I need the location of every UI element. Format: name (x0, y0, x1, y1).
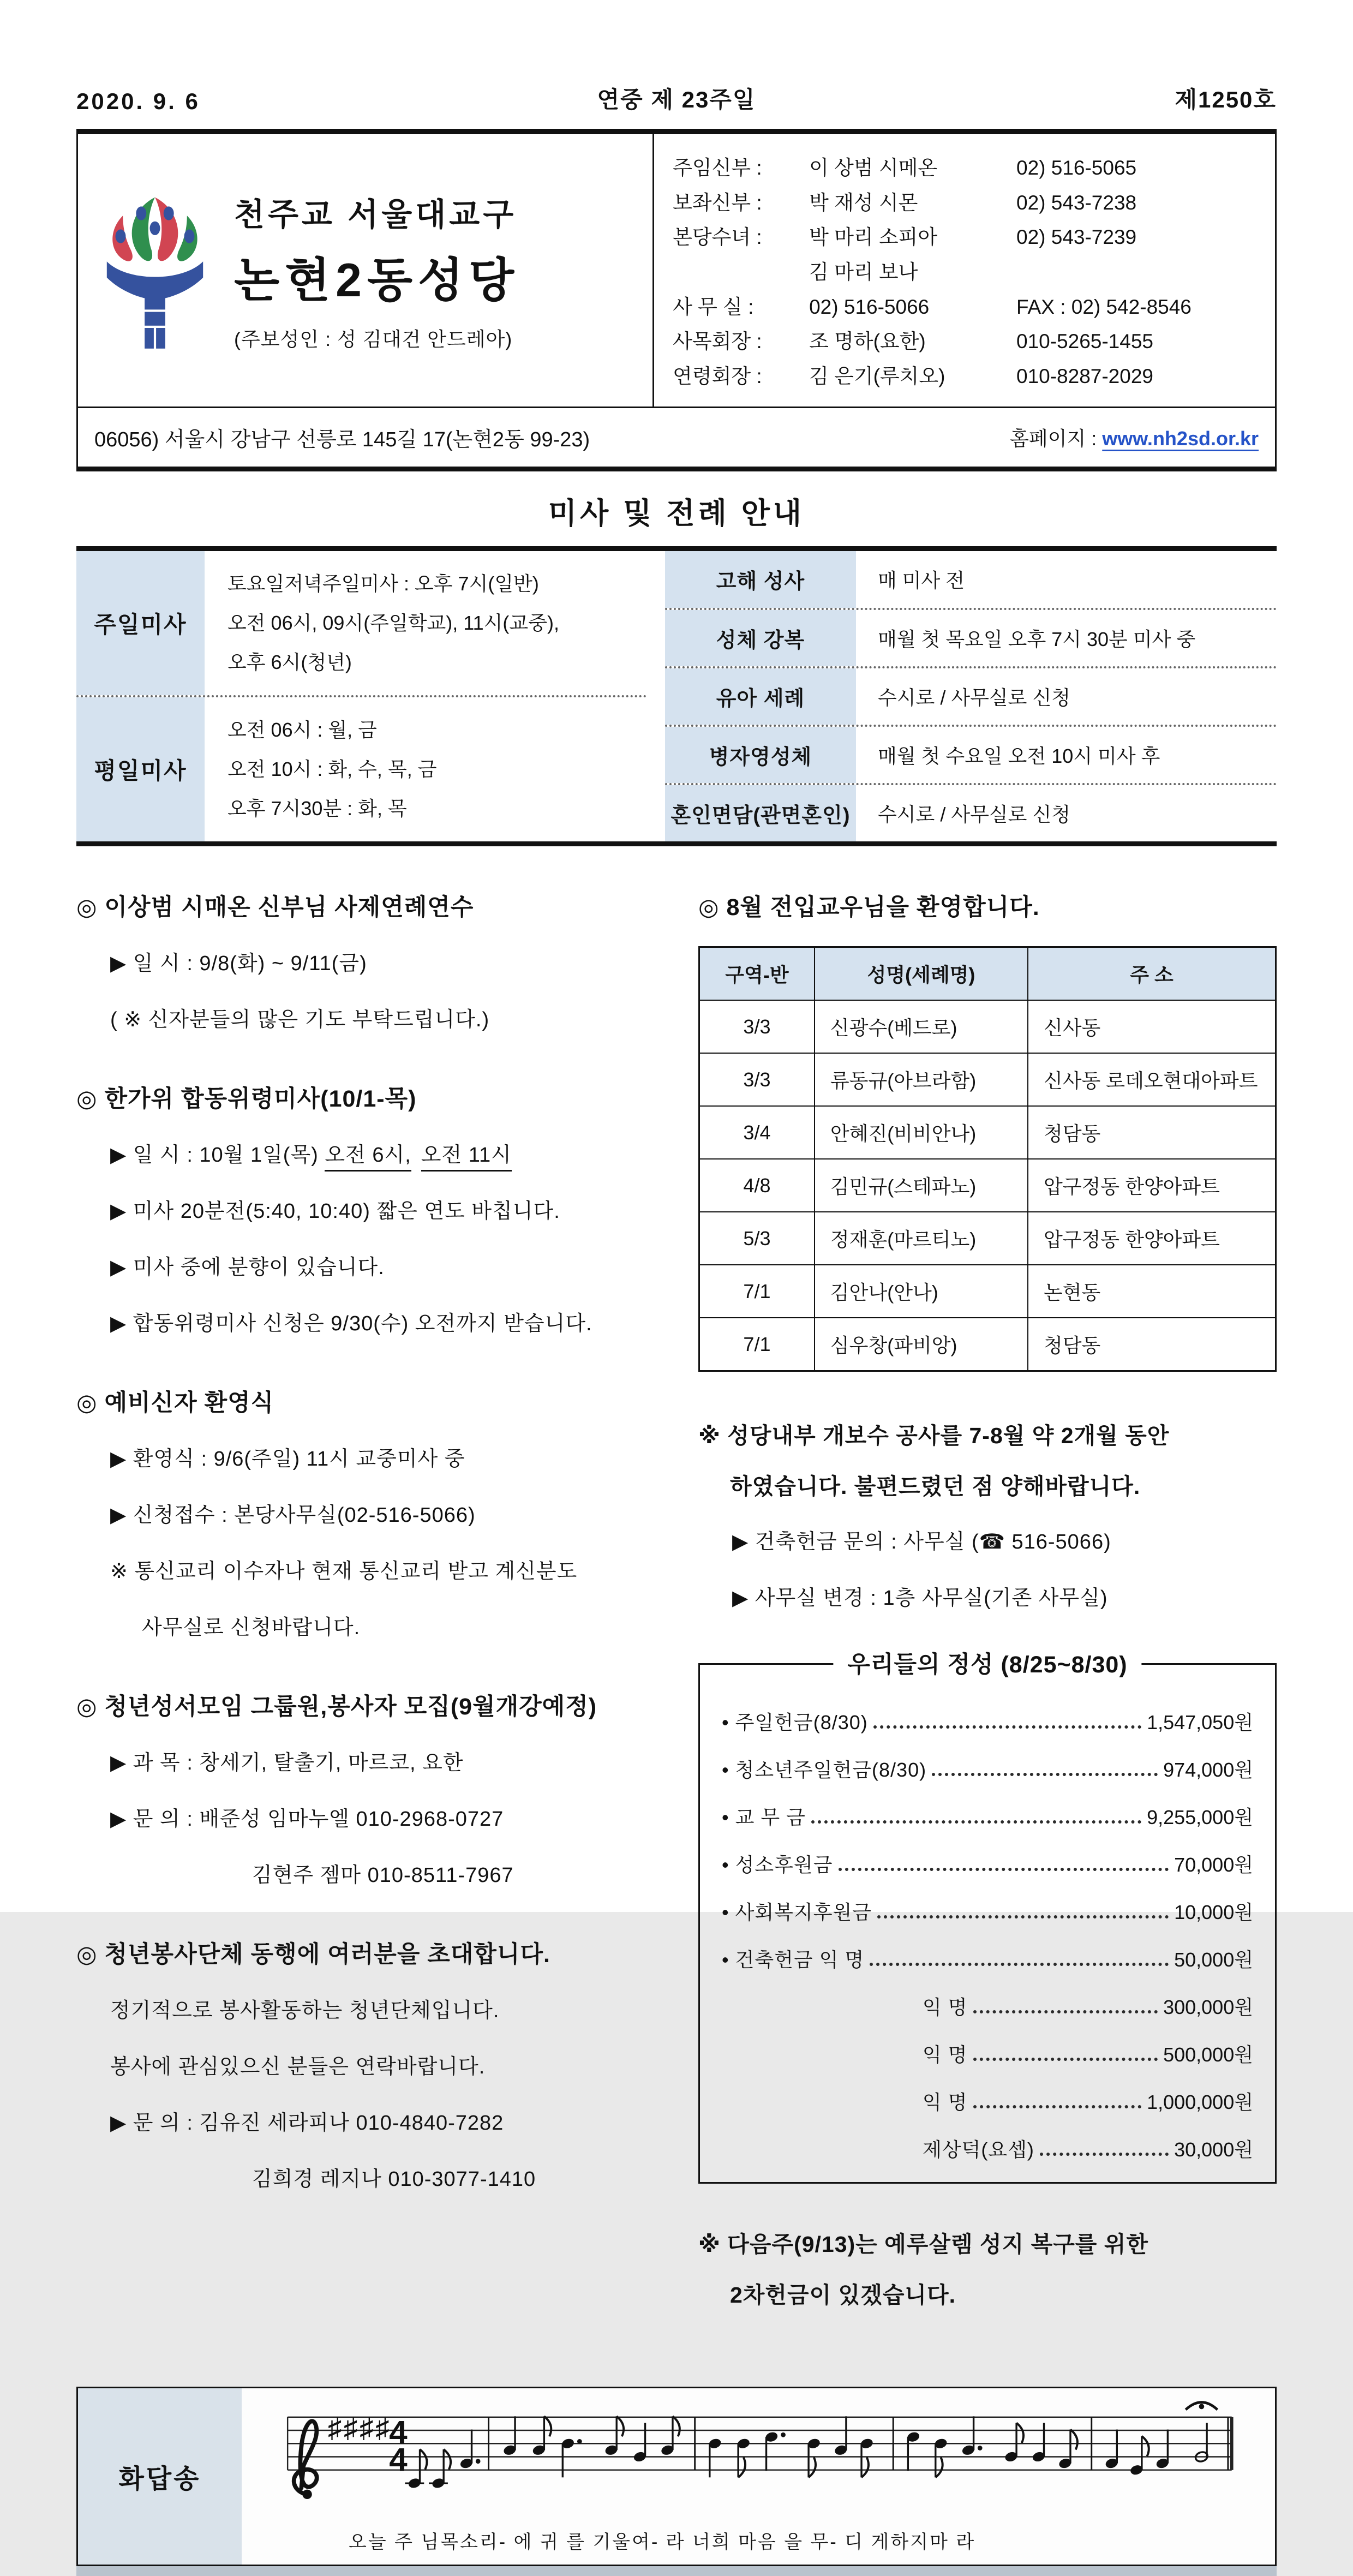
offering-row (722, 1992, 1253, 2020)
offering-row (722, 1802, 1253, 1830)
address-bar (78, 408, 1275, 467)
offering-amount: 30,000원 (1174, 2138, 1253, 2161)
section-newcomers (698, 889, 1277, 1372)
cell-address: 신사동 (1028, 1000, 1276, 1053)
dot-leader (839, 1868, 1169, 1871)
section-line: ▶ 합동위령미사 신청은 9/30(수) 오전까지 받습니다. (110, 1312, 592, 1336)
issue-number: 제1250호 (1175, 87, 1277, 112)
mass-section-title: 미사 및 전례 안내 (548, 497, 805, 530)
parish-logo-icon (98, 189, 212, 352)
offering-amount: 300,000원 (1163, 1996, 1253, 2019)
newcomers-table (698, 946, 1277, 1372)
issue-date: 2020. 9. 6 (76, 88, 200, 114)
content-columns (76, 889, 1277, 2357)
section-line: 김현주 젬마 010-8511-7967 (252, 1864, 514, 1887)
offering-amount: 10,000원 (1174, 1901, 1253, 1924)
offering-label: • 교 무 금 (722, 1806, 806, 1829)
music-label: 화답송 (78, 2388, 242, 2565)
cell-name: 김안나(안나) (815, 1265, 1028, 1318)
contact-row (673, 324, 1262, 359)
section-title: ◎ 청년성서모임 그룹원,봉사자 모집(9월개강예정) (76, 1694, 597, 1720)
section-line: ▶ 환영식 : 9/6(주일) 11시 교중미사 중 (110, 1448, 465, 1471)
contact-value: 김 마리 보나 (809, 260, 918, 283)
cell-address: 압구정동 한양아파트 (1028, 1212, 1276, 1265)
contact-value: 박 재성 시몬 (809, 191, 918, 214)
table-row (699, 1265, 1276, 1318)
offering-amount: 50,000원 (1174, 1949, 1253, 1971)
dot-leader (1040, 2153, 1169, 2156)
sacrament-value: 매월 첫 목요일 오후 7시 30분 미사 중 (878, 627, 1196, 650)
contact-phone: 02) 543-7238 (1016, 191, 1137, 214)
section-line: ▶ 문 의 : 김유진 세라피나 010-4840-7282 (110, 2112, 504, 2135)
cell-zone: 7/1 (699, 1318, 815, 1371)
sacrament-row (665, 725, 1277, 783)
section-renovation (698, 1418, 1277, 1611)
treble-clef-icon (294, 2422, 317, 2500)
contact-phone: 02) 543-7239 (1016, 226, 1137, 249)
contact-row (673, 186, 1262, 220)
contact-label: 사 무 실 : (673, 295, 754, 318)
offering-label: 익 명 (923, 1996, 968, 2019)
table-row (699, 1106, 1276, 1159)
section-line (76, 1138, 655, 1168)
notice-line: 2차헌금이 있겠습니다. (730, 2282, 956, 2308)
schedule-lines (205, 697, 646, 841)
homepage (1010, 423, 1259, 451)
time-signature-top: 4 (389, 2414, 408, 2451)
sacrament-row (665, 551, 1277, 607)
cell-zone: 5/3 (699, 1212, 815, 1265)
contact-list (652, 134, 1275, 407)
section-line: 김희경 레지나 010-3077-1410 (252, 2168, 536, 2191)
offering-label: • 주일헌금(8/30) (722, 1711, 868, 1734)
contact-label: 사목회장 : (673, 330, 762, 353)
offering-label: • 사회복지후원금 (722, 1901, 872, 1924)
offering-row (722, 1945, 1253, 1973)
music-box (76, 2387, 1277, 2566)
schedule-row-sunday (76, 551, 646, 695)
cell-zone: 3/4 (699, 1106, 815, 1159)
contact-value: 이 상범 시메온 (809, 157, 938, 179)
section-line: ▶ 사무실 변경 : 1층 사무실(기존 사무실) (732, 1587, 1108, 1610)
notice-line: ※ 다음주(9/13)는 예루살렘 성지 복구를 위한 (698, 2232, 1149, 2257)
music-body (242, 2388, 1275, 2565)
offering-row (722, 1897, 1253, 1925)
liturgical-week: 연중 제 23주일 (597, 87, 756, 112)
section-catechumen-welcome (76, 1384, 655, 1640)
header-row (78, 134, 1275, 408)
left-column (76, 889, 655, 2357)
cell-address: 청담동 (1028, 1106, 1276, 1159)
offering-amount: 500,000원 (1163, 2043, 1253, 2066)
schedule-label: 평일미사 (76, 697, 205, 841)
section-line: ( ※ 신자분들의 많은 기도 부탁드립니다.) (110, 1008, 490, 1032)
section-youth-bible-group (76, 1688, 655, 1888)
dot-leader (973, 2058, 1158, 2061)
section-line: ▶ 신청접수 : 본당사무실(02-516-5066) (110, 1504, 476, 1527)
cell-address: 청담동 (1028, 1318, 1276, 1371)
offering-amount: 1,547,050원 (1147, 1711, 1253, 1734)
table-row (699, 1318, 1276, 1371)
right-column (698, 889, 1277, 2357)
underlined-time: 오전 11시 (421, 1144, 512, 1172)
offering-label: 익 명 (923, 2091, 968, 2114)
sacrament-value: 매월 첫 수요일 오전 10시 미사 후 (878, 745, 1160, 768)
table-row (699, 1212, 1276, 1265)
contact-phone: 010-5265-1455 (1016, 330, 1153, 353)
schedule-line: 오전 06시, 09시(주일학교), 11시(교중), (228, 612, 559, 635)
dot-leader (873, 1725, 1141, 1729)
section-line: ※ 통신교리 이수자나 현재 통신교리 받고 계신분도 (110, 1560, 578, 1583)
section-chuseok-mass (76, 1080, 655, 1336)
section-line: ▶ 과 목 : 창세기, 탈출기, 마르코, 요한 (110, 1752, 464, 1775)
section-title: ◎ 예비신자 환영식 (76, 1390, 274, 1416)
section-title: ◎ 청년봉사단체 동행에 여러분을 초대합니다. (76, 1941, 550, 1968)
cell-address: 압구정동 한양아파트 (1028, 1159, 1276, 1212)
section-line: ▶ 미사 20분전(5:40, 10:40) 짧은 연도 바칩니다. (110, 1200, 560, 1223)
contact-value: 조 명하(요한) (809, 330, 926, 353)
contact-phone: 02) 516-5065 (1016, 157, 1137, 179)
offerings-title: 우리들의 정성 (8/25~8/30) (833, 1646, 1141, 1680)
cell-zone: 3/3 (699, 1000, 815, 1053)
contact-row (673, 255, 1262, 290)
schedule-line: 오전 10시 : 화, 수, 목, 금 (228, 758, 437, 781)
offering-row (722, 2087, 1253, 2115)
schedule-line: 오전 06시 : 월, 금 (228, 719, 377, 742)
dot-leader (811, 1820, 1141, 1824)
offering-amount: 1,000,000원 (1147, 2091, 1253, 2114)
cell-name: 정재훈(마르티노) (815, 1212, 1028, 1265)
section-line: ▶ 건축헌금 문의 : 사무실 (☎ 516-5066) (732, 1531, 1111, 1554)
mass-schedule-right (665, 551, 1277, 841)
cell-name: 심우창(파비앙) (815, 1318, 1028, 1371)
sacrament-label: 병자영성체 (665, 727, 856, 783)
table-row (699, 1053, 1276, 1106)
contact-label (673, 255, 809, 290)
masthead (76, 82, 1277, 115)
contact-label: 주임신부 : (673, 157, 762, 179)
offering-label: • 성소후원금 (722, 1854, 833, 1876)
offering-label: • 청소년주일헌금(8/30) (722, 1759, 927, 1782)
parish-name: 논현2동성당 (234, 254, 520, 307)
contact-label: 보좌신부 : (673, 191, 762, 214)
offering-amount: 70,000원 (1174, 1854, 1253, 1876)
fermata-icon (1186, 2402, 1217, 2410)
cell-zone: 7/1 (699, 1265, 815, 1318)
dot-leader (973, 2010, 1158, 2013)
section-title: ◎ 이상범 시매온 신부님 사제연례연수 (76, 894, 474, 921)
section-second-collection (698, 2226, 1277, 2309)
column-header: 주 소 (1028, 947, 1276, 1001)
cell-name: 신광수(베드로) (815, 1000, 1028, 1053)
music-staff (256, 2396, 1261, 2523)
cell-address: 논현동 (1028, 1265, 1276, 1318)
diocese-name: 천주교 서울대교구 (234, 197, 517, 233)
sacrament-label: 고해 성사 (665, 551, 856, 607)
section-title: ◎ 한가위 합동위령미사(10/1-목) (76, 1086, 417, 1113)
underlined-time: 오전 6시, (325, 1144, 411, 1172)
section-line: 봉사에 관심있으신 분들은 연락바랍니다. (110, 2055, 486, 2079)
notice-line: 하였습니다. 불편드렸던 점 양해바랍니다. (730, 1474, 1141, 1499)
cell-zone: 3/3 (699, 1053, 815, 1106)
section-priest-retreat (76, 889, 655, 1032)
sacrament-label: 성체 강복 (665, 610, 856, 666)
parish-address: 06056) 서울시 강남구 선릉로 145길 17(논현2동 99-23) (94, 428, 590, 452)
contact-phone: FAX : 02) 542-8546 (1016, 295, 1192, 318)
cell-name: 김민규(스테파노) (815, 1159, 1028, 1212)
homepage-label: 홈페이지 : (1010, 427, 1097, 450)
contact-row (673, 290, 1262, 325)
dot-leader (870, 1963, 1169, 1966)
sacrament-row (665, 666, 1277, 725)
responsorial-psalm (76, 2387, 1277, 2576)
schedule-row-weekday (76, 695, 646, 841)
contact-phone (1016, 255, 1262, 290)
offering-label: 익 명 (923, 2043, 968, 2066)
schedule-lines (205, 551, 646, 695)
offering-row (722, 1707, 1253, 1735)
column-header: 구역-반 (699, 947, 815, 1001)
date-prefix: ▶ 일 시 : 10월 1일(목) (110, 1144, 325, 1167)
contact-label: 연령회장 : (673, 364, 762, 387)
table-header-row (699, 947, 1276, 1001)
key-signature: ♯♯♯♯ (327, 2412, 392, 2443)
schedule-line: 토요일저녁주일미사 : 오후 7시(일반) (228, 572, 539, 595)
table-row (699, 1159, 1276, 1212)
sacrament-label: 혼인면담(관면혼인) (665, 785, 856, 841)
sacrament-value: 수시로 / 사무실로 신청 (878, 686, 1070, 709)
sacrament-row (665, 608, 1277, 666)
offering-row (722, 2135, 1253, 2162)
contact-value: 02) 516-5066 (809, 295, 930, 318)
section-title: ◎ 8월 전입교우님을 환영합니다. (698, 894, 1040, 921)
offering-label: • 건축헌금 익 명 (722, 1949, 865, 1971)
contact-row (673, 359, 1262, 394)
contact-value: 김 은기(루치오) (809, 364, 945, 387)
schedule-gap (646, 551, 665, 841)
offering-amount: 9,255,000원 (1147, 1806, 1253, 1829)
sacrament-value: 매 미사 전 (878, 569, 965, 592)
schedule-line: 오후 6시(청년) (228, 651, 352, 674)
section-line: ▶ 문 의 : 배준성 임마누엘 010-2968-0727 (110, 1808, 504, 1831)
dot-leader (973, 2105, 1142, 2108)
mass-schedule-left (76, 551, 646, 841)
table-row (699, 1000, 1276, 1053)
notice-line: ※ 성당내부 개보수 공사를 7-8월 약 2개월 동안 (698, 1423, 1170, 1449)
sacrament-row (665, 783, 1277, 841)
offering-row (722, 2040, 1253, 2067)
contact-row (673, 220, 1262, 255)
cell-address: 신사동 로데오현대아파트 (1028, 1053, 1276, 1106)
time-signature-bottom: 4 (389, 2442, 408, 2479)
section-line: ▶ 일 시 : 9/8(화) ~ 9/11(금) (110, 952, 367, 976)
section-line: 정기적으로 봉사활동하는 청년단체입니다. (110, 1999, 500, 2023)
header-identity (78, 134, 652, 407)
cell-name: 안혜진(비비안나) (815, 1106, 1028, 1159)
offering-label: 제상덕(요셉) (923, 2138, 1034, 2161)
contact-label: 본당수녀 : (673, 226, 762, 249)
sacrament-value: 수시로 / 사무실로 신청 (878, 803, 1070, 826)
section-line: ▶ 미사 중에 분향이 있습니다. (110, 1256, 385, 1280)
patron-saint: (주보성인 : 성 김대건 안드레아) (234, 328, 513, 351)
sacrament-label: 유아 세례 (665, 668, 856, 725)
cell-name: 류동규(아브라함) (815, 1053, 1028, 1106)
lyrics: 오늘 주 님목소리- 에 귀 를 기울여- 라 너희 마음 을 무- 디 게하지마 라 (349, 2532, 976, 2553)
schedule-line: 오후 7시30분 : 화, 목 (228, 797, 407, 820)
header-titles (212, 189, 647, 352)
music-notes (405, 2417, 1228, 2490)
contact-phone: 010-8287-2029 (1016, 364, 1153, 387)
dot-leader (932, 1773, 1158, 1776)
offering-row (722, 1850, 1253, 1878)
contact-value: 박 마리 소피아 (809, 226, 938, 249)
section-line: 사무실로 신청바랍니다. (142, 1616, 361, 1640)
column-header: 성명(세례명) (815, 947, 1028, 1001)
contact-row (673, 151, 1262, 186)
mass-schedule (76, 546, 1277, 846)
schedule-label: 주일미사 (76, 551, 205, 695)
cell-zone: 4/8 (699, 1159, 815, 1212)
offering-row (722, 1755, 1253, 1783)
scan-shadow (76, 2566, 1277, 2576)
dot-leader (877, 1915, 1169, 1918)
offerings-box (698, 1652, 1277, 2184)
offering-amount: 974,000원 (1163, 1759, 1253, 1782)
section-youth-volunteer (76, 1936, 655, 2192)
homepage-link[interactable]: www.nh2sd.or.kr (1102, 427, 1259, 450)
header-box (76, 129, 1277, 471)
